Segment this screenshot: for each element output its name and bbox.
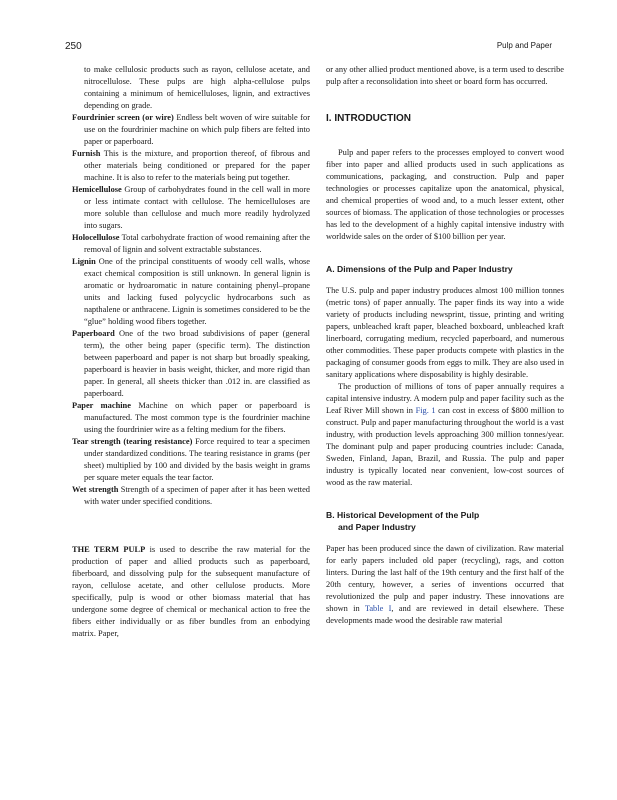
introduction-paragraph: Pulp and paper refers to the processes employed to convert wood fiber into paper and allied products used in such applications as communications, packaging, and construction. Pulp and paper technologies or processes capitalize upon the anatomical, physical, and chemical properties of wood and, to a much lesser extent, other sources of biomass. The application of those technologies or processes has led to the development of a highly capital intensive industry with worldwide sales on the order of $100 billion per year. <box>326 148 564 241</box>
glossary-entry-fourdrinier <box>72 112 310 148</box>
glossary-definition: Machine on which paper or paperboard is manufactured. The most common type is the fourdrinier machine using the fourdrinier wire as a felting medium for the fibers. <box>84 401 310 434</box>
term-pulp-lead: THE TERM PULP <box>72 545 146 554</box>
glossary-term: Hemicellulose <box>72 185 122 194</box>
section-heading-introduction: I. INTRODUCTION <box>326 113 411 124</box>
dimensions-p2-text-cont: can cost in excess of $800 million to construct. Pulp and paper manufacturing throughout the world is a vast industry, with production levels approaching 300 million tonnes/year. The dominant pulp and paper producing countries include: Canada, Sweden, Finland, Japan, Brazil, and Russia. The pulp and paper industry is typically located near convenient, low-cost sources of wood as the raw material. <box>326 406 564 487</box>
glossary-entry-paperboard <box>72 328 310 400</box>
page-number: 250 <box>65 41 82 52</box>
dimensions-paragraph-2 <box>326 381 564 489</box>
glossary-term: Wet strength <box>72 485 119 494</box>
glossary-continuation: to make cellulosic products such as rayon, cellulose acetate, and nitrocellulose. These pulps are high alpha-cellulose pulps containing a minimum of hemicelluloses, lignin, and extractives depending on grade. <box>84 65 310 110</box>
glossary-definition: Strength of a specimen of paper after it has been wetted with water under specified conditions. <box>84 485 310 506</box>
glossary-definition: Force required to tear a specimen under standardized conditions. The tearing resistance in grams (per sheet) multiplied by 100 and divided by the basis weight in grams per square meter equals the tear factor. <box>84 437 310 482</box>
history-heading-line2: and Paper Industry <box>338 522 416 532</box>
history-heading-line1: B. Historical Development of the Pulp <box>326 510 480 520</box>
glossary-entry-holocellulose <box>72 232 310 256</box>
glossary-definition: One of the principal constituents of woody cell walls, whose exact chemical composition is still unknown. In general lignin is aromatic or hydroaromatic in nature containing phenyl–propane units and lacking fused polycyclic hydrocarbons such as napthalene or anthracene. Lignin is sometimes considered to be the “glue” holding wood fibers together. <box>84 257 310 326</box>
glossary-entry-furnish <box>72 148 310 184</box>
glossary-entry-hemicellulose <box>72 184 310 232</box>
glossary-term: Tear strength (tearing resistance) <box>72 437 193 446</box>
dimensions-p2-text: The production of millions of tons of paper annually requires a capital intensive industry. A modern pulp and paper facility such as the Leaf River Mill shown in <box>326 382 564 415</box>
glossary-term: Lignin <box>72 257 96 266</box>
glossary-definition: Group of carbohydrates found in the cell wall in more or less intimate contact with cellulose. The hemicelluloses are more soluble than cellulose and much more readily hydrolyzed into sugars. <box>84 185 310 230</box>
glossary-definition: Total carbohydrate fraction of wood remaining after the removal of lignin and solvent extractable substances. <box>84 233 311 254</box>
table-1-link[interactable]: Table I <box>364 604 392 613</box>
glossary-entry-paper-machine <box>72 400 310 436</box>
left-column <box>72 64 310 640</box>
right-continuation: or any other allied product mentioned above, is a term used to describe pulp after a reconsolidation into sheet or board form has occurred. <box>326 65 564 86</box>
history-paragraph <box>326 543 564 627</box>
history-text: Paper has been produced since the dawn of civilization. Raw material for early papers included old paper (recycling), rags, and cotton linters. During the last half of the 19th century and the first half of the 20th century, however, a series of inventions occurred that revolutionized the pulp and paper industry. These innovations are shown in <box>326 544 564 613</box>
section-heading-history <box>326 509 564 533</box>
right-column <box>326 64 564 627</box>
term-pulp-text: is used to describe the raw material for the production of paper and allied products such as paperboard, fiberboard, and dissolving pulp for the subsequent manufacture of rayon, cellulose acetate, and other cellulose products. More specifically, pulp is wood or other biomass material that has undergone some degree of chemical or mechanical action to free the fibers either individually or as fiber bundles from an enbodying matrix. Paper, <box>72 545 310 638</box>
glossary-term: Holocellulose <box>72 233 120 242</box>
section-heading-dimensions: A. Dimensions of the Pulp and Paper Industry <box>326 264 513 274</box>
running-head: Pulp and Paper <box>496 41 552 50</box>
dimensions-paragraph-1: The U.S. pulp and paper industry produces almost 100 million tonnes (metric tons) of paper annually. The paper finds its way into a wide variety of products including newsprint, tissue, printing and writing papers, unbleached kraft paper, bleached boxboard, unbleached kraft linerboard, corrugating medium, recycled paperboard, and numerous other commodities. These paper products compete with plastics in the packaging of consumer goods from eggs to milk. They are also used in sanitary applications where disposability is highly desirable. <box>326 286 564 379</box>
glossary-term: Paperboard <box>72 329 115 338</box>
glossary-definition: One of the two broad subdivisions of paper (general term), the other being paper (specific term). The distinction between paperboard and paper is not sharp but broadly speaking, paperboard is heavier in basis weight, thicker, and more rigid than paper. In general, all sheets thicker than .012 in. are classified as paperboard. <box>84 329 310 398</box>
glossary-term: Paper machine <box>72 401 131 410</box>
glossary-entry-lignin <box>72 256 310 328</box>
term-pulp-paragraph <box>72 544 310 640</box>
glossary-term: Fourdrinier screen (or wire) <box>72 113 174 122</box>
history-text-cont: , and are reviewed in detail elsewhere. These developments made wood the desirable raw material <box>326 604 564 625</box>
glossary-entry-tear-strength <box>72 436 310 484</box>
glossary-term: Furnish <box>72 149 101 158</box>
glossary-entry-wet-strength <box>72 484 310 508</box>
glossary-definition: Endless belt woven of wire suitable for use on the fourdrinier machine on which pulp fibers are felted into paper or paperboard. <box>84 113 310 146</box>
glossary-definition: This is the mixture, and proportion thereof, of fibrous and other materials being conditioned or prepared for the paper machine. It is also to refer to the materials being put together. <box>84 149 310 182</box>
figure-1-link[interactable]: Fig. 1 <box>415 406 436 415</box>
